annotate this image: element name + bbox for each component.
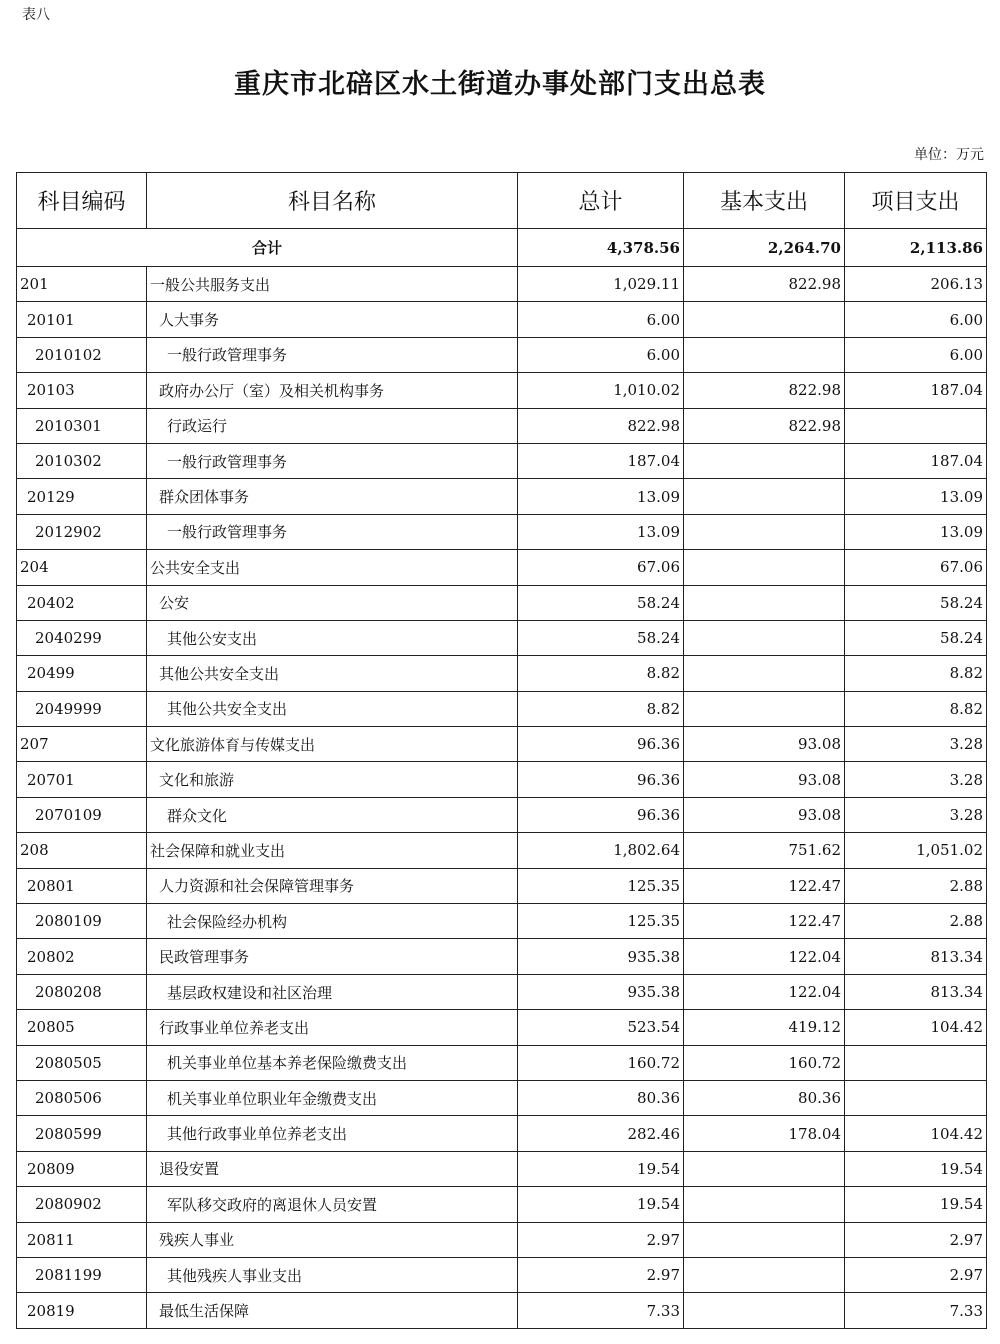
table-row <box>17 868 987 903</box>
row-basic <box>684 656 845 691</box>
header-row <box>17 173 987 229</box>
row-name: 行政运行 <box>147 408 518 443</box>
header-project: 项目支出 <box>845 173 987 229</box>
row-project: 3.28 <box>845 797 987 832</box>
row-basic <box>684 550 845 585</box>
row-project: 187.04 <box>845 373 987 408</box>
table-row <box>17 408 987 443</box>
row-project: 2.97 <box>845 1222 987 1257</box>
table-row <box>17 302 987 337</box>
row-project: 2.88 <box>845 904 987 939</box>
table-row <box>17 833 987 868</box>
row-project: 3.28 <box>845 727 987 762</box>
row-project: 104.42 <box>845 1116 987 1151</box>
row-code: 2081199 <box>17 1257 147 1292</box>
table-row <box>17 585 987 620</box>
row-name: 公安 <box>147 585 518 620</box>
row-basic: 93.08 <box>684 797 845 832</box>
row-total: 58.24 <box>518 585 684 620</box>
table-row <box>17 1116 987 1151</box>
row-project: 13.09 <box>845 479 987 514</box>
row-basic <box>684 443 845 478</box>
row-project: 58.24 <box>845 620 987 655</box>
row-project: 8.82 <box>845 691 987 726</box>
row-code: 20802 <box>17 939 147 974</box>
row-name: 残疾人事业 <box>147 1222 518 1257</box>
unit-label: 单位：万元 <box>914 147 984 163</box>
row-name: 民政管理事务 <box>147 939 518 974</box>
row-basic: 122.47 <box>684 868 845 903</box>
total-label: 合计 <box>17 229 518 267</box>
row-total: 2.97 <box>518 1257 684 1292</box>
row-name: 行政事业单位养老支出 <box>147 1010 518 1045</box>
row-total: 125.35 <box>518 868 684 903</box>
row-total: 187.04 <box>518 443 684 478</box>
row-code: 2040299 <box>17 620 147 655</box>
row-basic <box>684 1151 845 1186</box>
row-code: 2080505 <box>17 1045 147 1080</box>
row-basic <box>684 337 845 372</box>
row-code: 20701 <box>17 762 147 797</box>
row-name: 机关事业单位职业年金缴费支出 <box>147 1080 518 1115</box>
row-code: 20499 <box>17 656 147 691</box>
row-project <box>845 1045 987 1080</box>
row-code: 20805 <box>17 1010 147 1045</box>
table-row <box>17 550 987 585</box>
row-total: 13.09 <box>518 514 684 549</box>
row-code: 2080208 <box>17 974 147 1009</box>
row-project: 1,051.02 <box>845 833 987 868</box>
row-code: 2070109 <box>17 797 147 832</box>
row-total: 8.82 <box>518 691 684 726</box>
table-row <box>17 1010 987 1045</box>
row-code: 20811 <box>17 1222 147 1257</box>
row-basic: 93.08 <box>684 762 845 797</box>
row-basic: 80.36 <box>684 1080 845 1115</box>
table-row <box>17 727 987 762</box>
table-label: 表八 <box>22 7 50 23</box>
row-name: 文化和旅游 <box>147 762 518 797</box>
row-basic: 160.72 <box>684 1045 845 1080</box>
row-code: 2010302 <box>17 443 147 478</box>
row-name: 一般公共服务支出 <box>147 267 518 302</box>
total-row <box>17 229 987 267</box>
table-row <box>17 479 987 514</box>
row-total: 1,010.02 <box>518 373 684 408</box>
row-basic: 93.08 <box>684 727 845 762</box>
row-basic: 122.04 <box>684 939 845 974</box>
header-basic: 基本支出 <box>684 173 845 229</box>
row-basic: 122.47 <box>684 904 845 939</box>
row-basic <box>684 620 845 655</box>
row-name: 一般行政管理事务 <box>147 337 518 372</box>
row-project <box>845 408 987 443</box>
row-basic <box>684 585 845 620</box>
row-project: 19.54 <box>845 1151 987 1186</box>
row-project: 206.13 <box>845 267 987 302</box>
table-row <box>17 1080 987 1115</box>
row-basic: 822.98 <box>684 373 845 408</box>
table-row <box>17 1293 987 1328</box>
row-project: 813.34 <box>845 974 987 1009</box>
total-basic: 2,264.70 <box>684 229 845 267</box>
row-total: 80.36 <box>518 1080 684 1115</box>
header-name: 科目名称 <box>147 173 518 229</box>
row-basic <box>684 691 845 726</box>
row-basic <box>684 1293 845 1328</box>
row-project: 8.82 <box>845 656 987 691</box>
table-row <box>17 337 987 372</box>
row-name: 社会保险经办机构 <box>147 904 518 939</box>
row-name: 其他公共安全支出 <box>147 691 518 726</box>
row-total: 6.00 <box>518 337 684 372</box>
header-total: 总计 <box>518 173 684 229</box>
table-row <box>17 691 987 726</box>
row-total: 96.36 <box>518 797 684 832</box>
row-name: 文化旅游体育与传媒支出 <box>147 727 518 762</box>
row-code: 204 <box>17 550 147 585</box>
table-row <box>17 373 987 408</box>
row-name: 退役安置 <box>147 1151 518 1186</box>
row-project: 6.00 <box>845 337 987 372</box>
total-sum: 4,378.56 <box>518 229 684 267</box>
table-row <box>17 939 987 974</box>
row-name: 社会保障和就业支出 <box>147 833 518 868</box>
row-total: 1,029.11 <box>518 267 684 302</box>
row-basic: 822.98 <box>684 267 845 302</box>
row-project: 7.33 <box>845 1293 987 1328</box>
row-name: 军队移交政府的离退休人员安置 <box>147 1187 518 1222</box>
total-project: 2,113.86 <box>845 229 987 267</box>
row-code: 2010102 <box>17 337 147 372</box>
row-name: 人力资源和社会保障管理事务 <box>147 868 518 903</box>
row-basic <box>684 1222 845 1257</box>
row-project <box>845 1080 987 1115</box>
row-basic: 419.12 <box>684 1010 845 1045</box>
row-name: 其他残疾人事业支出 <box>147 1257 518 1292</box>
row-code: 20103 <box>17 373 147 408</box>
row-project: 187.04 <box>845 443 987 478</box>
row-total: 96.36 <box>518 762 684 797</box>
row-project: 6.00 <box>845 302 987 337</box>
row-project: 58.24 <box>845 585 987 620</box>
row-code: 20129 <box>17 479 147 514</box>
table-row <box>17 1257 987 1292</box>
row-project: 67.06 <box>845 550 987 585</box>
row-code: 208 <box>17 833 147 868</box>
row-basic <box>684 1187 845 1222</box>
row-basic: 122.04 <box>684 974 845 1009</box>
row-name: 其他公共安全支出 <box>147 656 518 691</box>
row-project: 3.28 <box>845 762 987 797</box>
row-code: 2080109 <box>17 904 147 939</box>
row-basic <box>684 479 845 514</box>
row-total: 125.35 <box>518 904 684 939</box>
table-row <box>17 762 987 797</box>
row-code: 201 <box>17 267 147 302</box>
row-total: 96.36 <box>518 727 684 762</box>
row-total: 935.38 <box>518 939 684 974</box>
row-total: 19.54 <box>518 1187 684 1222</box>
table-row <box>17 514 987 549</box>
row-basic <box>684 302 845 337</box>
row-total: 282.46 <box>518 1116 684 1151</box>
page-title: 重庆市北碚区水土街道办事处部门支出总表 <box>234 69 766 100</box>
row-project: 2.97 <box>845 1257 987 1292</box>
row-name: 公共安全支出 <box>147 550 518 585</box>
row-code: 20819 <box>17 1293 147 1328</box>
row-code: 2010301 <box>17 408 147 443</box>
row-code: 2080599 <box>17 1116 147 1151</box>
table-row <box>17 797 987 832</box>
expenditure-table <box>16 172 987 1329</box>
row-total: 822.98 <box>518 408 684 443</box>
row-basic <box>684 1257 845 1292</box>
row-basic: 822.98 <box>684 408 845 443</box>
table-row <box>17 620 987 655</box>
row-code: 20101 <box>17 302 147 337</box>
row-project: 13.09 <box>845 514 987 549</box>
row-name: 基层政权建设和社区治理 <box>147 974 518 1009</box>
row-total: 13.09 <box>518 479 684 514</box>
header-code: 科目编码 <box>17 173 147 229</box>
table-row <box>17 974 987 1009</box>
row-basic <box>684 514 845 549</box>
row-code: 2080902 <box>17 1187 147 1222</box>
row-project: 19.54 <box>845 1187 987 1222</box>
row-code: 2049999 <box>17 691 147 726</box>
row-total: 7.33 <box>518 1293 684 1328</box>
row-code: 20801 <box>17 868 147 903</box>
row-total: 1,802.64 <box>518 833 684 868</box>
row-total: 8.82 <box>518 656 684 691</box>
table-row <box>17 1151 987 1186</box>
row-code: 207 <box>17 727 147 762</box>
row-project: 2.88 <box>845 868 987 903</box>
row-project: 813.34 <box>845 939 987 974</box>
row-code: 2012902 <box>17 514 147 549</box>
row-name: 其他行政事业单位养老支出 <box>147 1116 518 1151</box>
row-total: 935.38 <box>518 974 684 1009</box>
row-total: 160.72 <box>518 1045 684 1080</box>
row-code: 2080506 <box>17 1080 147 1115</box>
table-row <box>17 1222 987 1257</box>
row-name: 一般行政管理事务 <box>147 443 518 478</box>
row-name: 机关事业单位基本养老保险缴费支出 <box>147 1045 518 1080</box>
row-name: 一般行政管理事务 <box>147 514 518 549</box>
row-name: 人大事务 <box>147 302 518 337</box>
table-row <box>17 1045 987 1080</box>
row-name: 最低生活保障 <box>147 1293 518 1328</box>
row-total: 523.54 <box>518 1010 684 1045</box>
row-project: 104.42 <box>845 1010 987 1045</box>
row-basic: 751.62 <box>684 833 845 868</box>
table-row <box>17 656 987 691</box>
row-basic: 178.04 <box>684 1116 845 1151</box>
table-row <box>17 267 987 302</box>
table-row <box>17 904 987 939</box>
row-name: 群众文化 <box>147 797 518 832</box>
row-code: 20809 <box>17 1151 147 1186</box>
table-row <box>17 443 987 478</box>
table-row <box>17 1187 987 1222</box>
row-code: 20402 <box>17 585 147 620</box>
row-total: 19.54 <box>518 1151 684 1186</box>
row-name: 其他公安支出 <box>147 620 518 655</box>
row-total: 67.06 <box>518 550 684 585</box>
row-name: 政府办公厅（室）及相关机构事务 <box>147 373 518 408</box>
row-total: 2.97 <box>518 1222 684 1257</box>
row-total: 58.24 <box>518 620 684 655</box>
row-name: 群众团体事务 <box>147 479 518 514</box>
row-total: 6.00 <box>518 302 684 337</box>
